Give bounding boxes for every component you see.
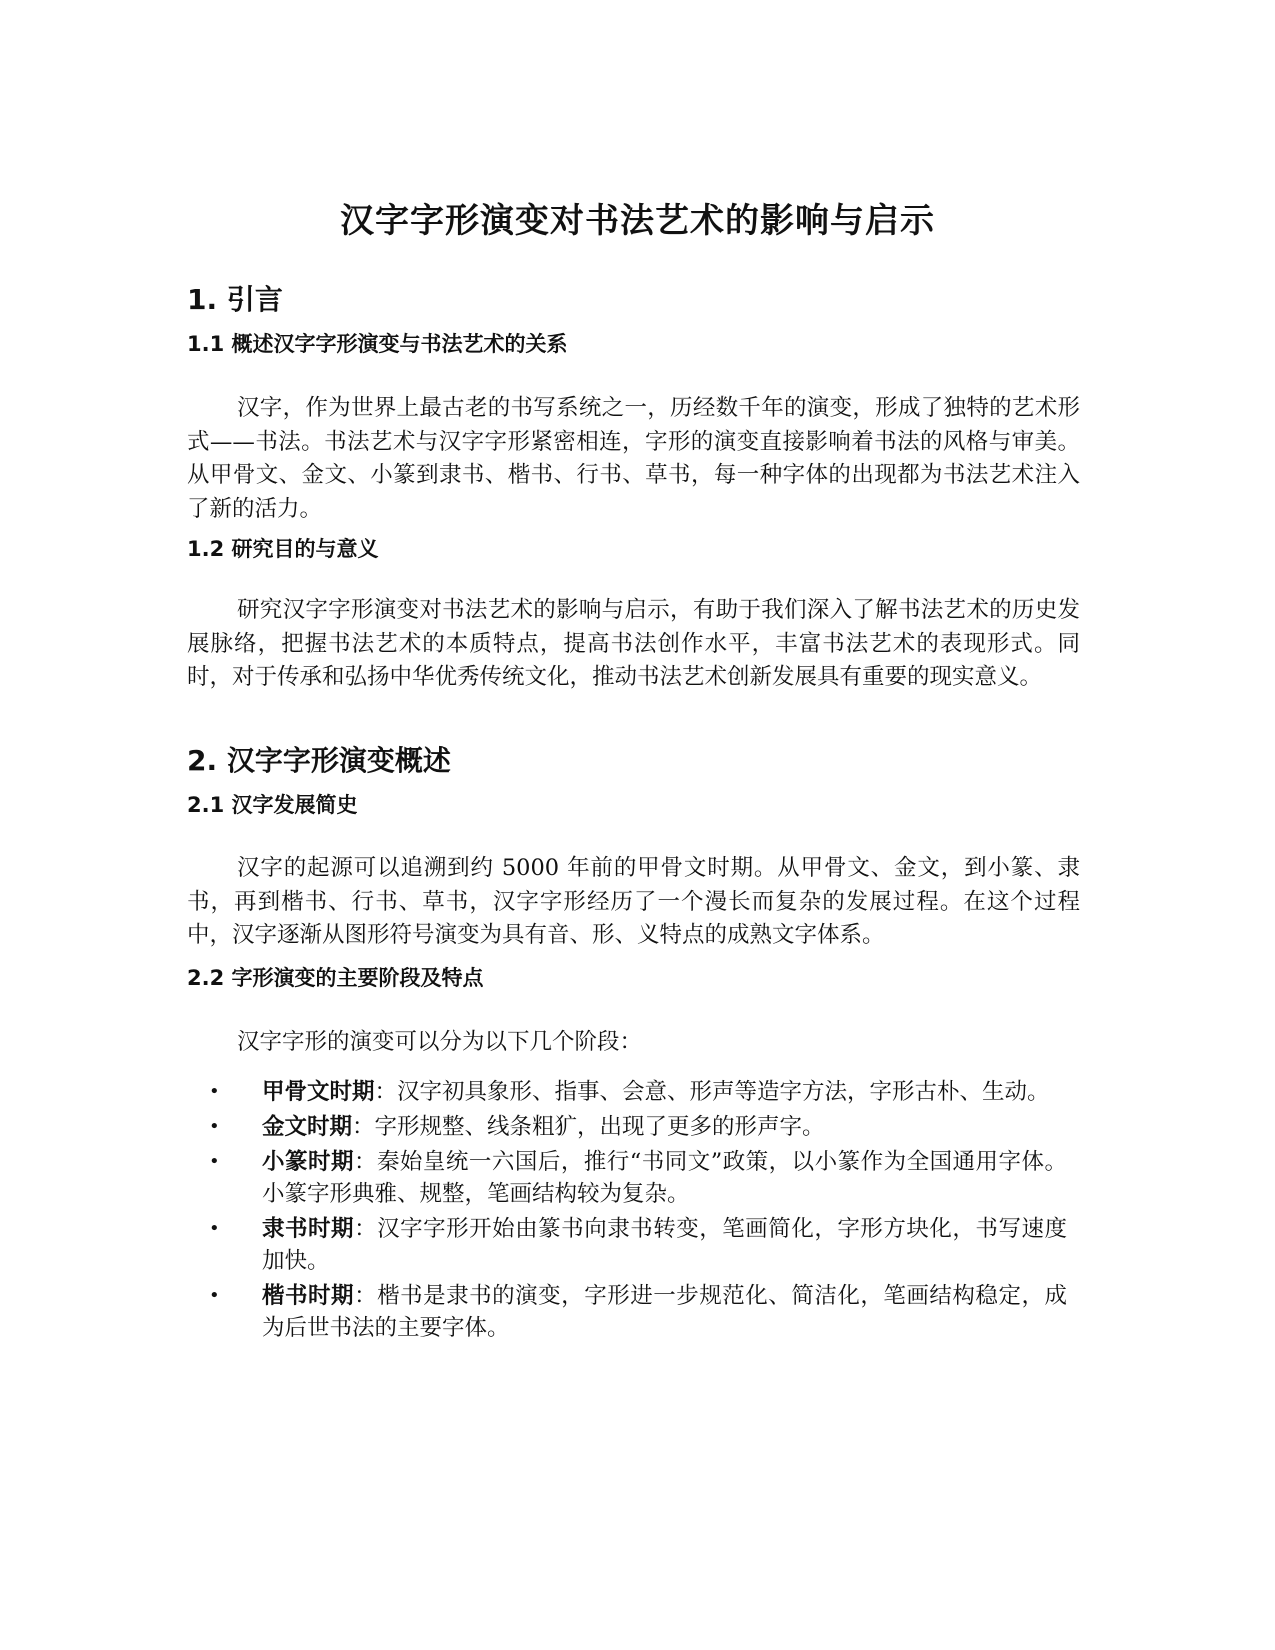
- bullet: •: [209, 1218, 220, 1239]
- list-item-term: 小篆时期: [262, 1149, 354, 1175]
- list-item: [187, 1111, 1067, 1143]
- paragraph-2-2: 汉字字形的演变可以分为以下几个阶段：: [237, 1029, 643, 1055]
- bullet: •: [209, 1116, 220, 1137]
- list-item-text: ：汉字初具象形、指事、会意、形声等造字方法，字形古朴、生动。: [374, 1079, 1050, 1105]
- list-item-term: 金文时期: [262, 1114, 353, 1140]
- list-item: [187, 1280, 1067, 1344]
- list-item: [187, 1213, 1067, 1277]
- list-item: [187, 1076, 1067, 1108]
- list-item-text: ：字形规整、线条粗犷，出现了更多的形声字。: [352, 1114, 825, 1140]
- section-heading-overview: 2. 汉字字形演变概述: [187, 744, 451, 777]
- section-heading-introduction: 1. 引言: [187, 283, 283, 316]
- list-item-term: 甲骨文时期: [262, 1079, 375, 1105]
- paragraph-2-1: 汉字的起源可以追溯到约 5000 年前的甲骨文时期。从甲骨文、金文，到小篆、隶书，再到楷书、行书、草书，汉字字形经历了一个漫长而复杂的发展过程。在这个过程中，汉字逐渐从图形符号演变为具有音、形、义特点的成熟文字体系。: [187, 855, 1080, 948]
- list-item-text: ：秦始皇统一六国后，推行“书同文”政策，以小篆作为全国通用字体。小篆字形典雅、规整，笔画结构较为复杂。: [262, 1149, 1067, 1207]
- subsection-heading-2-2: 2.2 字形演变的主要阶段及特点: [187, 966, 484, 990]
- list-item-text: ：楷书是隶书的演变，字形进一步规范化、简洁化，笔画结构稳定，成为后世书法的主要字体。: [262, 1283, 1067, 1341]
- bullet: •: [209, 1151, 220, 1172]
- stages-list: [187, 1076, 1067, 1347]
- list-item-term: 楷书时期: [262, 1283, 355, 1309]
- list-item: [187, 1146, 1067, 1210]
- paragraph-1-1: 汉字，作为世界上最古老的书写系统之一，历经数千年的演变，形成了独特的艺术形式——书法。书法艺术与汉字字形紧密相连，字形的演变直接影响着书法的风格与审美。从甲骨文、金文、小篆到隶书、楷书、行书、草书，每一种字体的出现都为书法艺术注入了新的活力。: [187, 395, 1080, 522]
- bullet: •: [209, 1285, 220, 1306]
- paragraph-1-2: 研究汉字字形演变对书法艺术的影响与启示，有助于我们深入了解书法艺术的历史发展脉络，把握书法艺术的本质特点，提高书法创作水平，丰富书法艺术的表现形式。同时，对于传承和弘扬中华优秀传统文化，推动书法艺术创新发展具有重要的现实意义。: [187, 597, 1080, 690]
- document-title: 汉字字形演变对书法艺术的影响与启示: [340, 201, 935, 241]
- bullet: •: [209, 1081, 220, 1102]
- list-item-term: 隶书时期: [262, 1216, 355, 1242]
- subsection-heading-1-1: 1.1 概述汉字字形演变与书法艺术的关系: [187, 332, 568, 356]
- subsection-heading-1-2: 1.2 研究目的与意义: [187, 537, 379, 561]
- list-item-text: ：汉字字形开始由篆书向隶书转变，笔画简化，字形方块化，书写速度加快。: [262, 1216, 1067, 1274]
- subsection-heading-2-1: 2.1 汉字发展简史: [187, 793, 358, 817]
